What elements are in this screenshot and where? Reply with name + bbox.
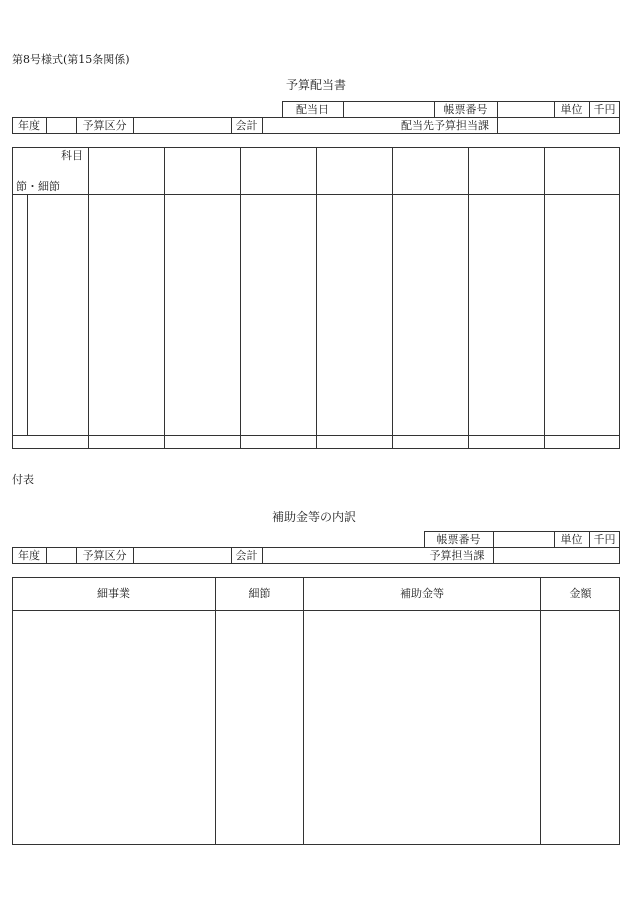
annex-title: 補助金等の内訳 <box>272 510 357 524</box>
grid-header-subject: 科目 <box>61 149 83 162</box>
annex-budget-category-label: 予算区分 <box>82 549 127 562</box>
grid-header-section: 節・細節 <box>16 180 60 193</box>
allocation-section-label: 配当先予算担当課 <box>401 119 489 132</box>
annex-col-sub-section: 細節 <box>248 587 271 600</box>
annex-voucher-no-label: 帳票番号 <box>436 533 481 546</box>
annex-label: 付表 <box>12 473 34 486</box>
allocation-section-field[interactable] <box>498 117 620 134</box>
unit-label: 単位 <box>560 103 583 116</box>
budget-category-label: 予算区分 <box>82 119 127 132</box>
form-label: 第8号様式(第15条関係) <box>12 53 130 66</box>
annex-budget-category-field[interactable] <box>134 547 231 564</box>
annex-col-subsidy: 補助金等 <box>400 587 444 600</box>
allocation-date-field[interactable] <box>344 101 434 118</box>
annex-budget-section-field[interactable] <box>494 547 620 564</box>
annex-fiscal-year-label: 年度 <box>18 549 40 562</box>
annex-unit-value: 千円 <box>593 533 616 546</box>
annex-budget-section-label: 予算担当課 <box>429 549 485 562</box>
annex-col-amount: 金額 <box>569 587 592 600</box>
account-field[interactable] <box>263 117 393 134</box>
voucher-no-label: 帳票番号 <box>443 103 488 116</box>
fiscal-year-label: 年度 <box>18 119 40 132</box>
allocation-date-label: 配当日 <box>296 103 329 116</box>
budget-category-field[interactable] <box>134 117 231 134</box>
annex-unit-label: 単位 <box>560 533 583 546</box>
annex-account-label: 会計 <box>235 549 258 562</box>
annex-account-field[interactable] <box>263 547 421 564</box>
annex-col-sub-project: 細事業 <box>97 587 130 600</box>
account-label: 会計 <box>235 119 258 132</box>
annex-voucher-no-field[interactable] <box>494 531 554 548</box>
voucher-no-field[interactable] <box>498 101 554 118</box>
unit-value: 千円 <box>593 103 616 116</box>
fiscal-year-field[interactable] <box>47 117 76 134</box>
annex-table-frame <box>12 577 620 845</box>
annex-fiscal-year-field[interactable] <box>47 547 76 564</box>
budget-title: 予算配当書 <box>286 78 347 92</box>
